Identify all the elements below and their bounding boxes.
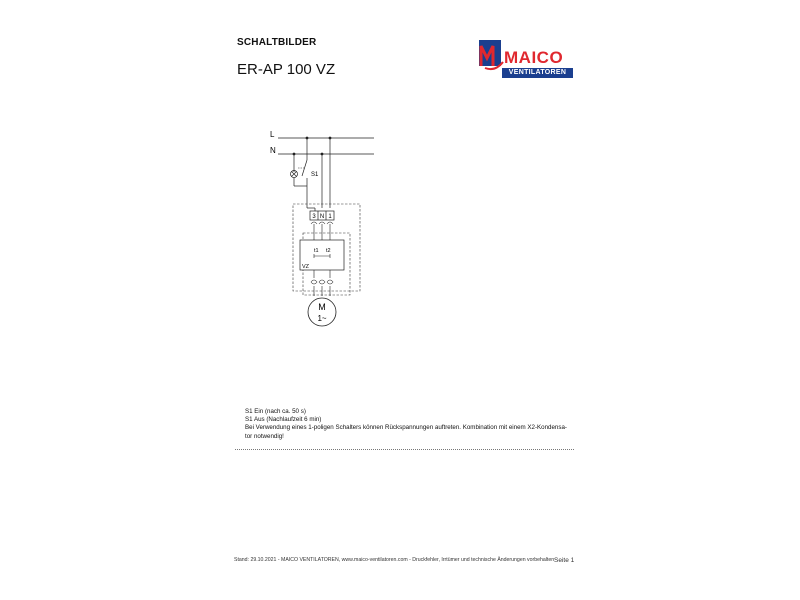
note-line: tor notwendig! bbox=[245, 432, 284, 440]
page-title: ER-AP 100 VZ bbox=[237, 61, 336, 78]
wiring-diagram bbox=[260, 120, 390, 335]
terminal-label: N bbox=[319, 214, 325, 220]
timer-label-t2: t2 bbox=[326, 248, 331, 254]
motor-phase: 1~ bbox=[317, 314, 327, 323]
section-label: SCHALTBILDER bbox=[237, 37, 317, 48]
line-label: L bbox=[270, 130, 275, 139]
logo-brand: MAICO bbox=[504, 48, 564, 67]
terminal-label: 1 bbox=[328, 214, 332, 220]
timer-label-t1: t1 bbox=[314, 248, 319, 254]
footer-text: Stand: 29.10.2021 - MAICO VENTILATOREN, www.maico-ventilatoren.com - Druckfehler, Irrtümer und technische Änderungen vorbehalten bbox=[234, 557, 555, 563]
page-number: Seite 1 bbox=[554, 557, 575, 564]
note-line: S1 Ein (nach ca. 50 s) bbox=[245, 408, 306, 415]
maico-logo bbox=[477, 38, 573, 82]
dotted-separator bbox=[235, 449, 574, 450]
motor-label: M bbox=[318, 302, 326, 312]
switch-label: S1 bbox=[311, 172, 319, 178]
neutral-label: N bbox=[270, 146, 276, 155]
logo-subline: VENTILATOREN bbox=[502, 68, 573, 78]
notes bbox=[245, 408, 580, 441]
switch-contact bbox=[302, 160, 307, 176]
module-label: VZ bbox=[302, 264, 310, 270]
note-line: S1 Aus (Nachlaufzeit 6 min) bbox=[245, 416, 322, 424]
terminal-label: 3 bbox=[312, 214, 316, 220]
terminal-connectors bbox=[311, 222, 333, 240]
note-line: Bei Verwendung eines 1-poligen Schalters können Rückspannungen auftreten. Kombination mit einem X2-Kondensa- bbox=[245, 424, 567, 432]
motor-leads bbox=[311, 270, 333, 296]
